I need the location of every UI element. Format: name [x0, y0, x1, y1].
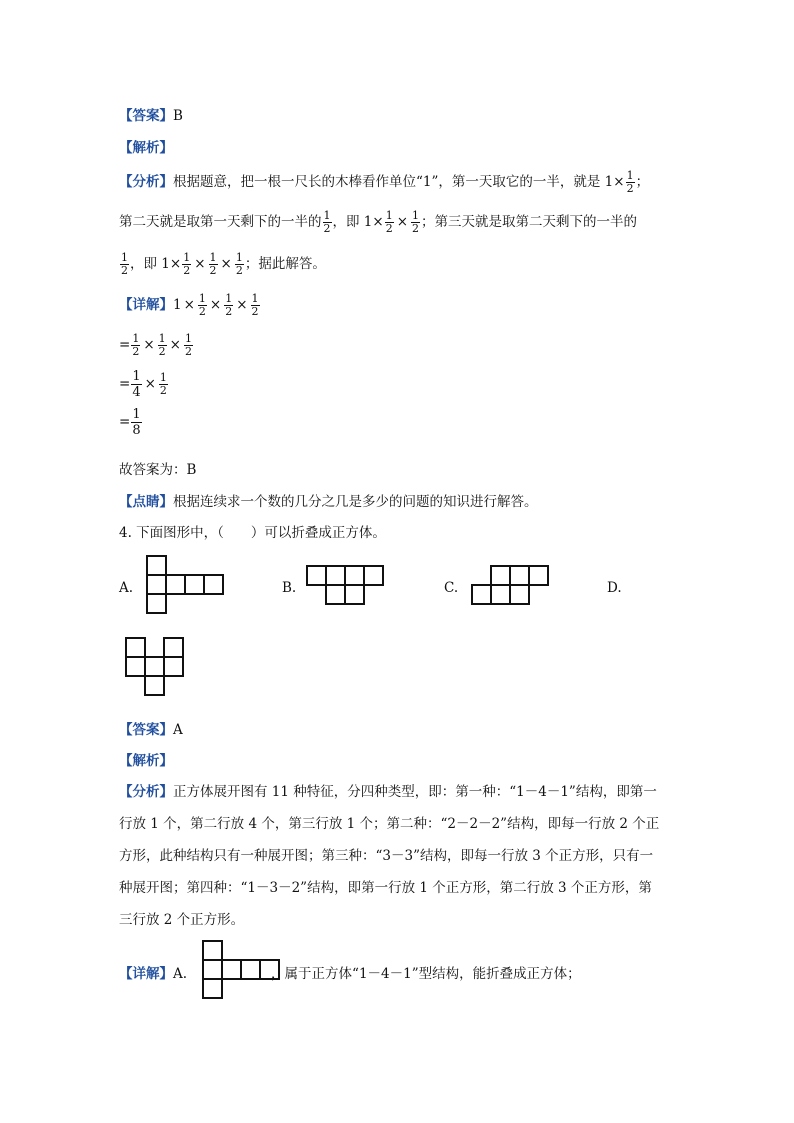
times-sign: × [396, 214, 409, 230]
answer-tag: 【答案】 [119, 722, 173, 738]
answer-value: B [173, 108, 183, 124]
dianjing-tag: 【点睛】 [119, 494, 173, 510]
option-d-label: D. [607, 580, 622, 596]
q3-fenxi-line-1 [119, 170, 649, 195]
times-sign: × [236, 297, 248, 313]
fraction-eighth: $\frac{1}{8}$ [132, 407, 141, 438]
q4-fenxi-line-2: 行放 1 个，第二行放 4 个，第三行放 1 个；第二种：“2－2－2”结构，即每一行放 2 个正 [119, 816, 660, 832]
fraction-half: $\frac{1}{2}$ [251, 292, 259, 318]
fenxi-text-1-end: ； [635, 174, 650, 190]
fenxi-text-3-end: ；据此解答。 [244, 256, 326, 272]
q3-conclusion: 故答案为：B [119, 462, 197, 478]
q4-answer-line [119, 718, 183, 738]
answer-value: A [173, 722, 183, 738]
times-sign: × [194, 256, 206, 272]
option-c-label: C. [444, 580, 459, 596]
detail-tag: 【详解】 [119, 297, 173, 313]
q4-fenxi-line-1 [119, 780, 657, 800]
q4-fenxi-line-5: 三行放 2 个正方形。 [119, 912, 245, 928]
detail-text: ，属于正方体“1－4－1”型结构，能折叠成正方体； [271, 966, 581, 982]
fenxi-tag: 【分析】 [119, 784, 173, 800]
q3-answer-line [119, 104, 183, 124]
q3-detail-line-1 [119, 293, 261, 318]
q4-fenxi-line-3: 方形，此种结构只有一种展开图；第三种：“3－3”结构，即每一行放 3 个正方形，只有一 [119, 848, 654, 864]
fraction-half: $\frac{1}{2}$ [225, 292, 233, 318]
cube-net-c [468, 562, 554, 608]
detail-tag: 【详解】 [119, 966, 173, 982]
dianjing-text: 根据连续求一个数的几分之几是多少的问题的知识进行解答。 [173, 494, 538, 510]
q3-detail-line-4 [119, 407, 143, 438]
fraction-half: $\frac{1}{2}$ [183, 251, 191, 277]
one: 1 [173, 297, 182, 313]
fenxi-text-2a: 第二天就是取第一天剩下的一半的 [119, 214, 322, 230]
times-sign: × [143, 337, 155, 353]
fraction-half: $\frac{1}{2}$ [132, 332, 140, 358]
detail-option-a: A. [173, 966, 188, 982]
fraction-half: $\frac{1}{2}$ [235, 251, 243, 277]
cube-net-a-inline [199, 938, 285, 1002]
option-b-label: B. [282, 580, 297, 596]
q3-detail-line-3 [119, 369, 169, 400]
fraction-half: $\frac{1}{2}$ [626, 169, 634, 195]
fraction-quarter: $\frac{1}{4}$ [132, 369, 141, 400]
equals-sign: = [119, 376, 131, 392]
times-sign: × [220, 256, 232, 272]
q4-fenxi-line-4: 种展开图；第四种：“1－3－2”结构，即第一行放 1 个正方形，第二行放 3 个正方形，第 [119, 880, 652, 896]
times-sign: × [169, 337, 181, 353]
fenxi-text-2c: ；第三天就是取第二天剩下的一半的 [421, 214, 638, 230]
fraction-half: $\frac{1}{2}$ [412, 209, 420, 235]
equals-sign: = [119, 414, 131, 430]
fraction-half: $\frac{1}{2}$ [209, 251, 217, 277]
fraction-half: $\frac{1}{2}$ [184, 332, 192, 358]
times-sign: × [183, 297, 195, 313]
q3-fenxi-line-2 [119, 210, 637, 235]
q4-question: 4. 下面图形中，（ ）可以折叠成正方体。 [119, 525, 386, 541]
fraction-half: $\frac{1}{2}$ [198, 292, 206, 318]
fraction-half: $\frac{1}{2}$ [158, 332, 166, 358]
cube-net-a [140, 554, 230, 616]
q4-detail-line [119, 962, 581, 982]
fenxi-text-3: ，即 1× [130, 256, 182, 272]
q3-analysis-tag: 【解析】 [119, 140, 173, 156]
cube-net-d [122, 634, 188, 700]
option-a-label: A. [119, 580, 134, 596]
q3-dianjing-line [119, 490, 538, 510]
fraction-half: $\frac{1}{2}$ [159, 371, 167, 397]
equals-sign: = [119, 337, 131, 353]
q3-detail-line-2 [119, 333, 194, 358]
fenxi-tag: 【分析】 [119, 174, 173, 190]
fenxi-text-1: 根据题意，把一根一尺长的木棒看作单位“1”，第一天取它的一半，就是 1× [173, 174, 625, 190]
times-sign: × [144, 376, 156, 392]
cube-net-b [303, 562, 389, 608]
times-sign: × [209, 297, 222, 313]
fraction-half: $\frac{1}{2}$ [323, 209, 331, 235]
q4-analysis-tag: 【解析】 [119, 753, 173, 769]
answer-tag: 【答案】 [119, 108, 173, 124]
fraction-half: $\frac{1}{2}$ [385, 209, 393, 235]
fenxi-text-2b: ，即 1× [332, 214, 384, 230]
fraction-half: $\frac{1}{2}$ [121, 251, 128, 277]
fenxi-text: 正方体展开图有 11 种特征，分四种类型，即：第一种：“1－4－1”结构，即第一 [173, 784, 657, 800]
q3-fenxi-line-3 [119, 252, 326, 277]
